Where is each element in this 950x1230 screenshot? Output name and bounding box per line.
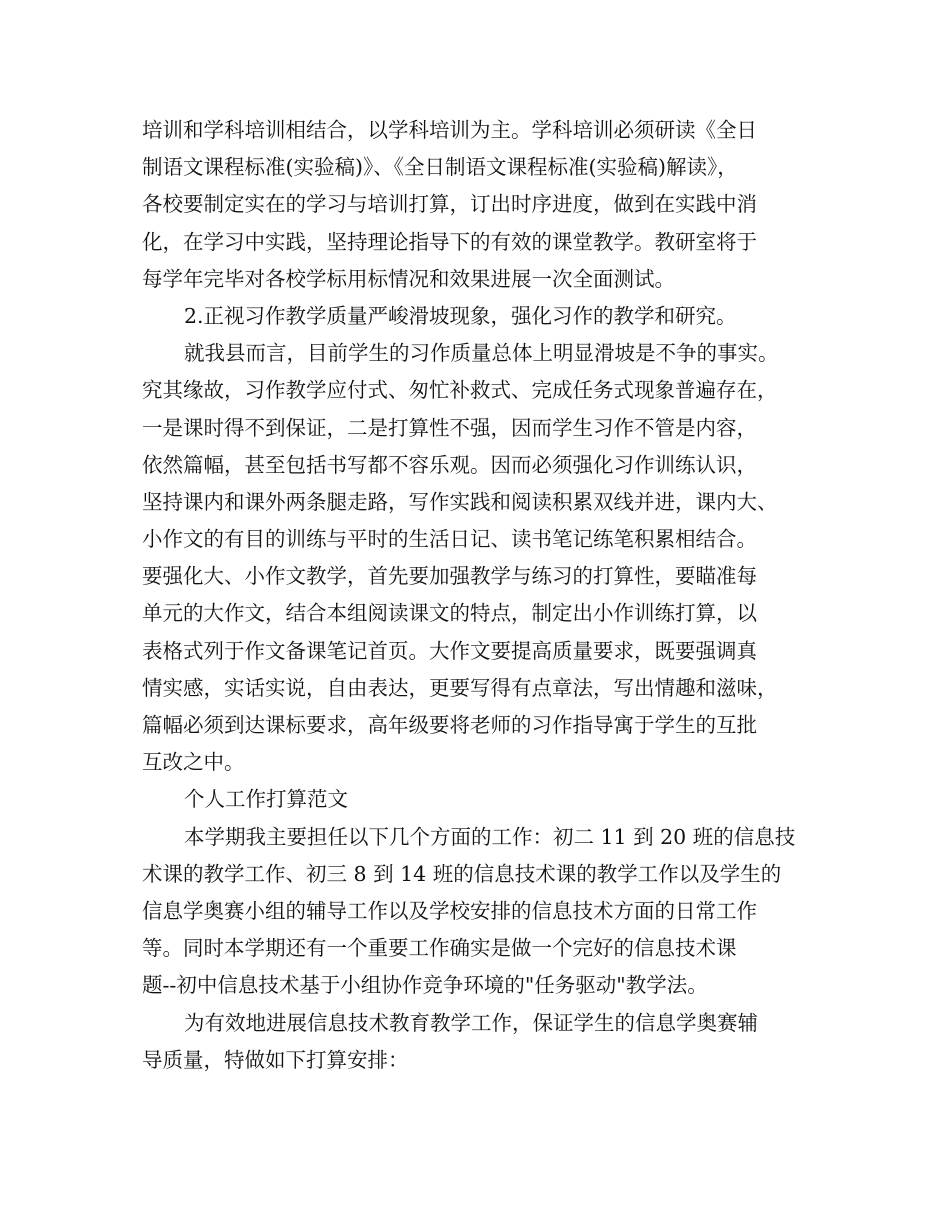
text-line: 篇幅必须到达课标要求，高年级要将老师的习作指导寓于学生的互批: [142, 713, 757, 737]
text-line: 导质量，特做如下打算安排：: [142, 1047, 409, 1072]
text-line: 坚持课内和课外两条腿走路，写作实践和阅读积累双线并进，课内大、: [142, 489, 778, 514]
text-line: 个人工作打算范文: [184, 787, 348, 812]
text-line: 2.正视习作教学质量严峻滑坡现象，强化习作的教学和研究。: [184, 303, 737, 328]
text-line: 化，在学习中实践，坚持理论指导下的有效的课堂教学。教研室将于: [142, 229, 757, 254]
text-line: 互改之中。: [142, 750, 245, 775]
text-line: 等。同时本学期还有一个重要工作确实是做一个完好的信息技术课: [142, 936, 737, 961]
text-line: 表格式列于作文备课笔记首页。大作文要提高质量要求，既要强调真: [142, 638, 757, 663]
text-line: 究其缘故，习作教学应付式、匆忙补救式、完成任务式现象普遍存在，: [142, 378, 778, 403]
text-line: 各校要制定实在的学习与培训打算，订出时序进度，做到在实践中消: [142, 192, 757, 217]
text-line: 要强化大、小作文教学，首先要加强教学与练习的打算性，要瞄准每: [142, 564, 757, 589]
text-line: 为有效地进展信息技术教育教学工作，保证学生的信息学奥赛辅: [184, 1010, 758, 1035]
text-line: 单元的大作文，结合本组阅读课文的特点，制定出小作训练打算，以: [142, 601, 757, 626]
text-line: 小作文的有目的训练与平时的生活日记、读书笔记练笔积累相结合。: [142, 527, 757, 552]
text-line: 本学期我主要担任以下几个方面的工作：初二 11 到 20 班的信息技: [184, 824, 796, 849]
text-line: 制语文课程标准(实验稿)》、《全日制语文课程标准(实验稿)解读》，: [142, 155, 738, 180]
text-line: 题--初中信息技术基于小组协作竞争环境的"任务驱动"教学法。: [142, 973, 708, 998]
text-line: 一是课时得不到保证，二是打算性不强，因而学生习作不管是内容，: [142, 415, 757, 440]
text-line: 培训和学科培训相结合，以学科培训为主。学科培训必须研读《全日: [142, 118, 757, 142]
text-line: 依然篇幅，甚至包括书写都不容乐观。因而必须强化习作训练认识，: [142, 452, 757, 477]
text-line: 术课的教学工作、初三 8 到 14 班的信息技术课的教学工作以及学生的: [142, 861, 782, 886]
text-line: 就我县而言，目前学生的习作质量总体上明显滑坡是不争的事实。: [184, 341, 779, 366]
text-line: 信息学奥赛小组的辅导工作以及学校安排的信息技术方面的日常工作: [142, 898, 757, 923]
document-body: [142, 112, 812, 1079]
text-line: 情实感，实话实说，自由表达，更要写得有点章法，写出情趣和滋味，: [142, 675, 778, 700]
text-line: 每学年完毕对各校学标用标情况和效果进展一次全面测试。: [142, 266, 675, 291]
